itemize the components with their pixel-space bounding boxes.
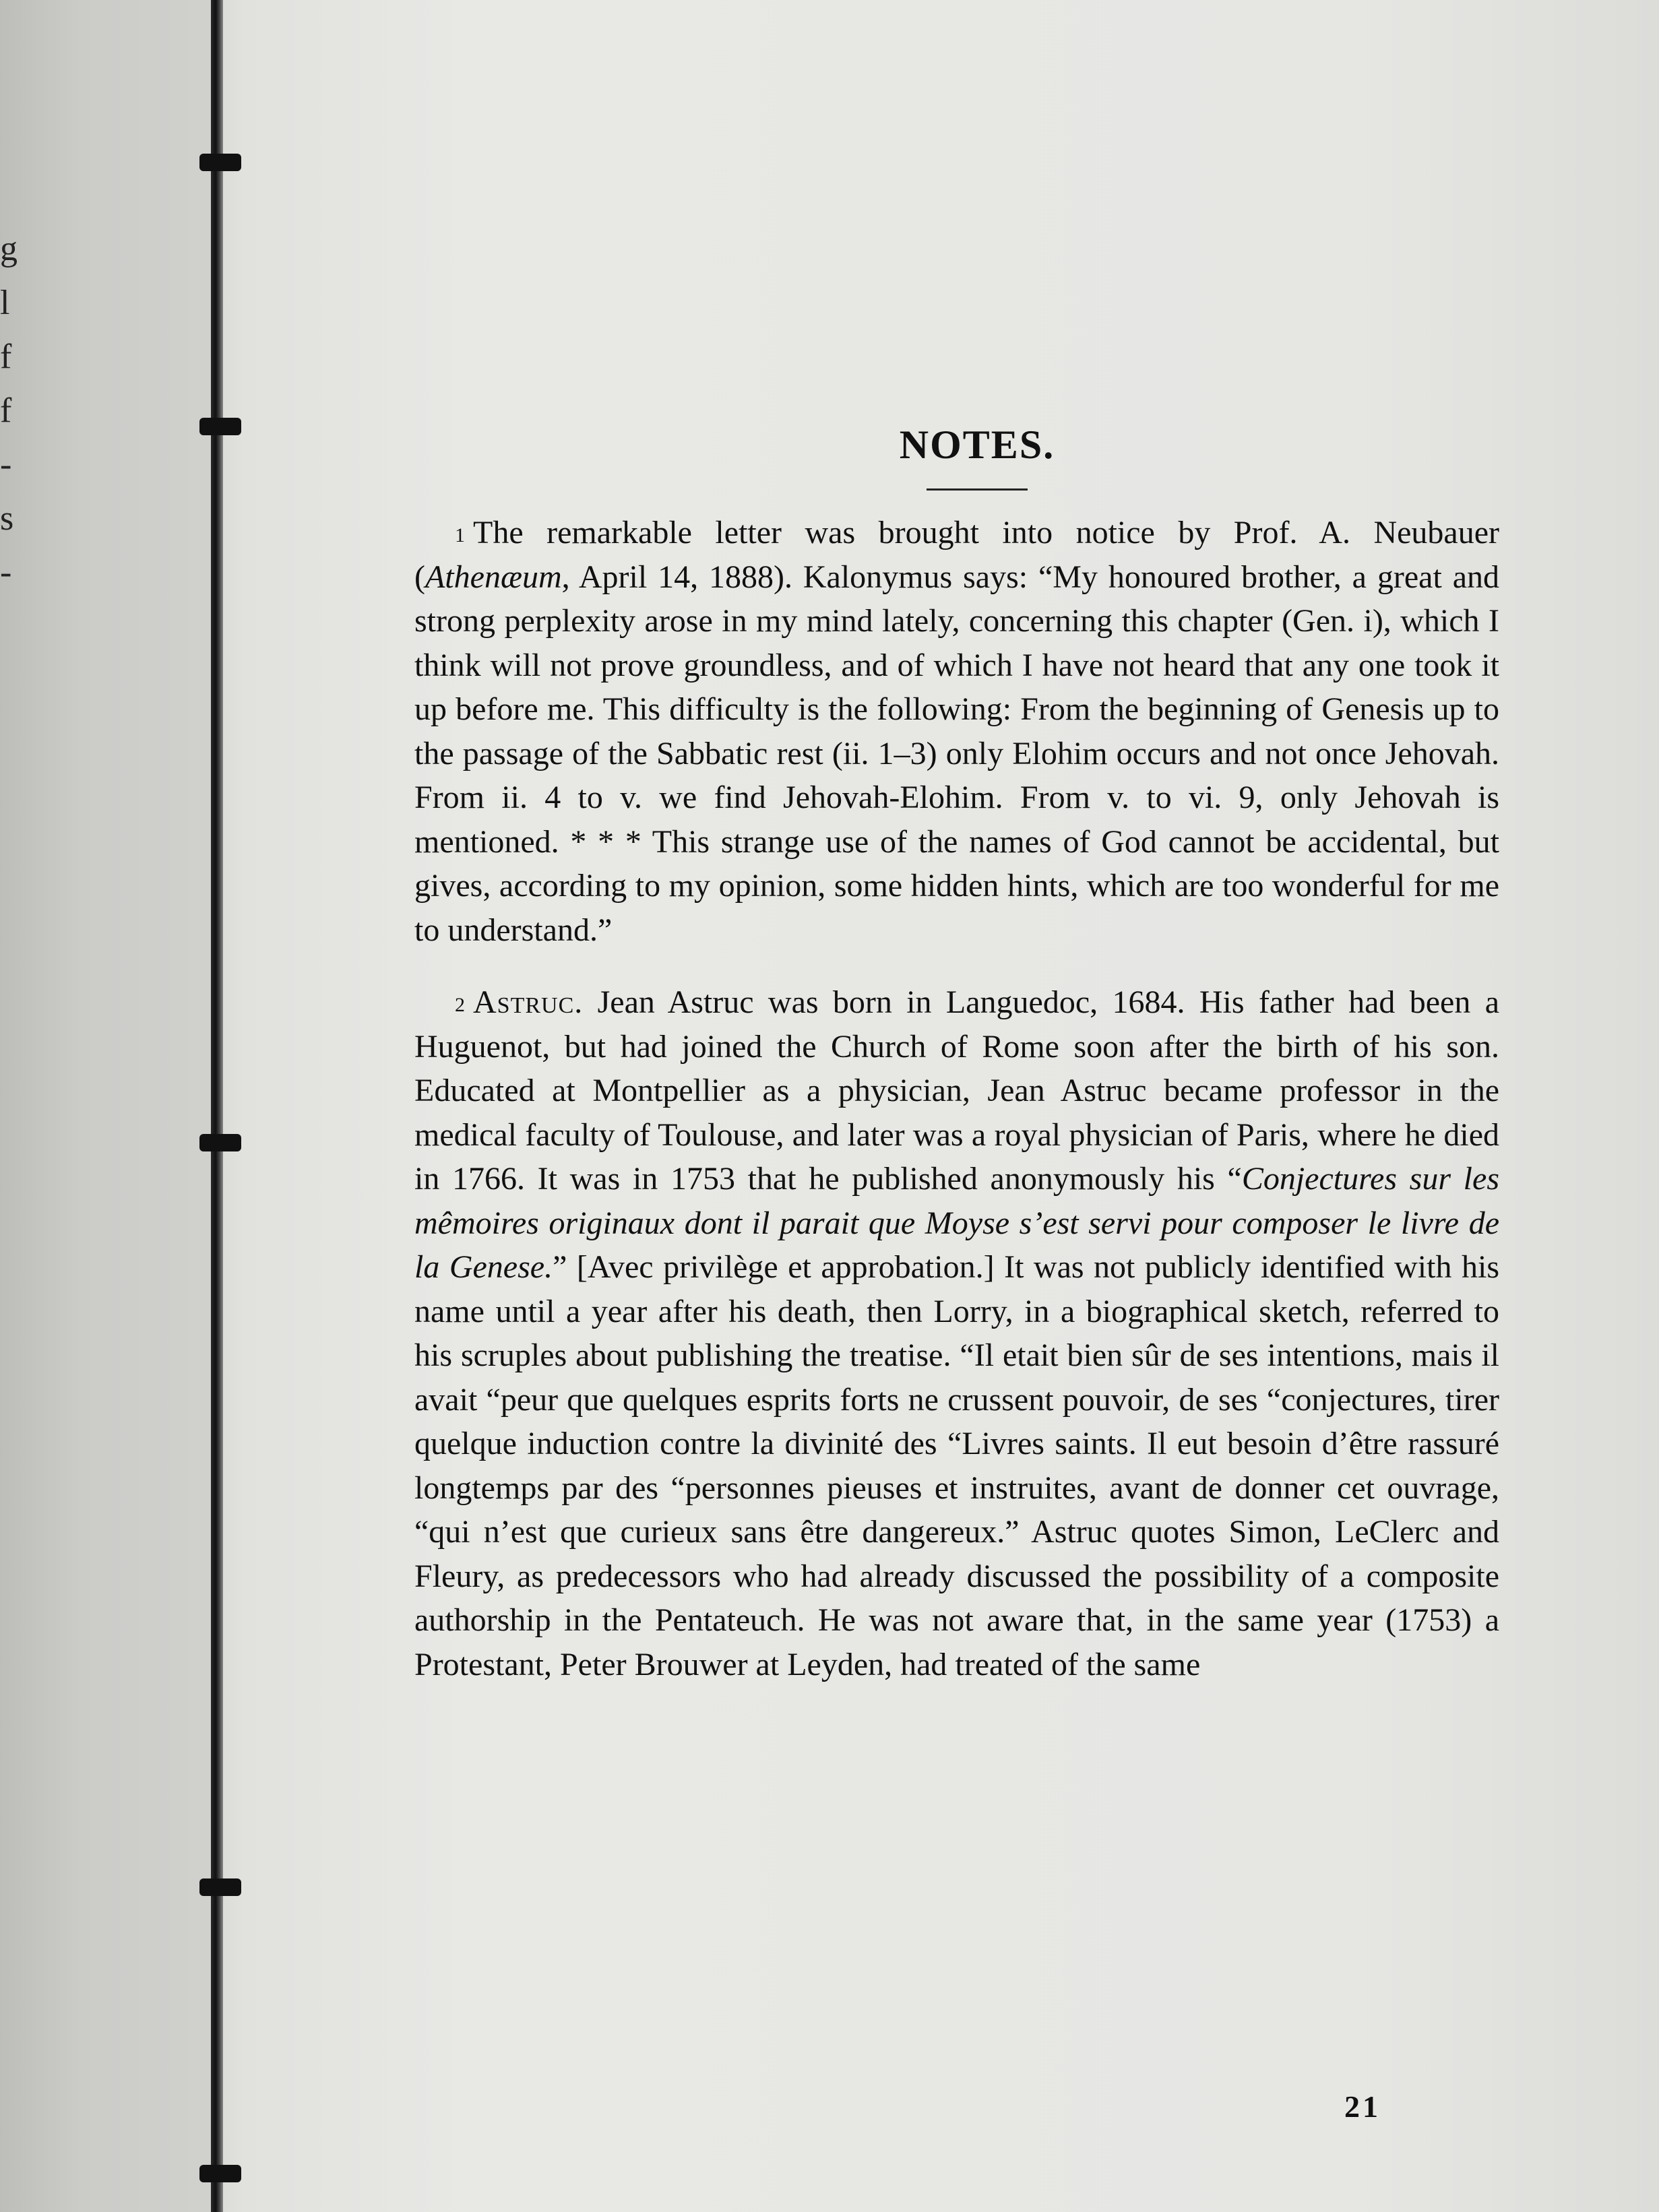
- book-title: Conjectures sur les mêmoires originaux dont il parait que Moyse s’est servi pour composer le livre de la Genese.: [414, 1161, 1500, 1285]
- footnote-marker: 1: [455, 524, 465, 546]
- binding-stitch: [199, 418, 241, 435]
- facing-page-edge: [0, 0, 216, 2212]
- footnote-text: The remarkable letter was brought into notice by Prof. A. Neubauer (: [414, 515, 1499, 595]
- title-rule: [927, 488, 1028, 491]
- footnote-marker: 2: [455, 994, 465, 1016]
- footnote-1: [414, 511, 1499, 952]
- facing-page-glyph: -: [0, 445, 12, 484]
- binding-stitch: [199, 2165, 241, 2182]
- facing-page-glyph: f: [0, 391, 12, 430]
- binding-stitch: [199, 1134, 241, 1151]
- page-title: NOTES.: [899, 422, 1055, 467]
- facing-page-glyph: -: [0, 553, 12, 592]
- journal-title: Athenæum: [425, 559, 562, 595]
- footnote-2: [414, 980, 1499, 1686]
- page-content: [414, 414, 1499, 1686]
- facing-page-glyph: s: [0, 499, 14, 538]
- footnote-text: Jean Astruc was born in Languedoc, 1684. His father had been a Huguenot, but had joined the Church of Rome soon after the birth of his son. Educated at Montpellier as a physician, Jean Astruc became professor in the medical faculty of Toulouse, and later was a royal physician of Paris, where he died in 1766. It was in 1753 that he published anonymously his “: [414, 984, 1499, 1197]
- binding-stitch: [199, 154, 241, 171]
- facing-page-glyph: f: [0, 338, 12, 376]
- page-number: 21: [1344, 2089, 1381, 2124]
- footnote-heading: Astruc.: [473, 984, 584, 1020]
- footnote-text: ” [Avec privilège et approbation.] It was not publicly identified with his name until a year after his death, then Lorry, in a biographical sketch, referred to his scruples about publishing the treatise. “Il etait bien sûr de ses intentions, mais il avait “peur que quelques esprits forts ne crussent pouvoir, de ses “conjectures, tirer quelque induction contre la divinité des “Livres saints. Il eut besoin d’être rassuré longtemps par des “personnes pieuses et instruites, avant de donner cet ouvrage, “qui n’est que curieux sans être dangereux.” Astruc quotes Simon, LeClerc and Fleury, as predecessors who had already discussed the possibility of a composite authorship in the Pentateuch. He was not aware that, in the same year (1753) a Protestant, Peter Brouwer at Leyden, had treated of the same: [414, 1249, 1499, 1682]
- footnote-text: , April 14, 1888). Kalonymus says: “My honoured brother, a great and strong perplexity arose in my mind lately, concerning this chapter (Gen. i), which I think will not prove groundless, and of which I have not heard that any one took it up before me. This difficulty is the following: From the beginning of Genesis up to the passage of the Sabbatic rest (ii. 1–3) only Elohim occurs and not once Jehovah. From ii. 4 to v. we find Jehovah-Elohim. From v. to vi. 9, only Jehovah is mentioned. * * * This strange use of the names of God cannot be accidental, but gives, according to my opinion, some hidden hints, which are too wonderful for me to understand.”: [414, 559, 1499, 948]
- facing-page-glyph: l: [0, 284, 10, 322]
- facing-page-glyph: g: [0, 230, 18, 268]
- binding-stitch: [199, 1878, 241, 1896]
- facing-page-fragment: [0, 222, 20, 600]
